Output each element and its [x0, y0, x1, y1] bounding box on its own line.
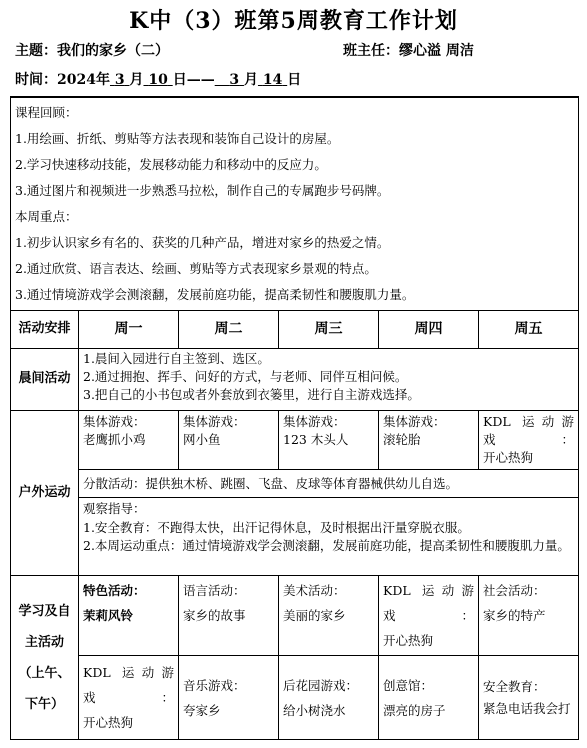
- study-type: 创意馆：: [383, 677, 434, 693]
- outdoor-game-name: 开心热狗: [483, 450, 534, 466]
- focus-item-3: 3.通过情境游戏学会测滚翻，发展前庭功能，提高柔韧性和腰腹肌力量。: [15, 287, 415, 302]
- day-wednesday: 周三: [279, 311, 379, 349]
- study-friday-2: [479, 656, 579, 740]
- study-type: 安全教育：: [483, 679, 546, 694]
- start-day: 10: [148, 72, 168, 88]
- review-section: [11, 97, 579, 311]
- study-type: 美术活动：: [283, 583, 346, 599]
- outdoor-split: 分散活动：提供独木桥、跳圈、飞盘、皮球等体育器械供幼儿自选。: [79, 470, 579, 498]
- morning-content: [79, 349, 579, 411]
- theme-value: 我们的家乡（二）: [57, 43, 169, 59]
- day-friday: 周五: [479, 311, 579, 349]
- study-friday-1: [479, 576, 579, 656]
- focus-item-1: 1.初步认识家乡有名的、获奖的几种产品，增进对家乡的热爱之情。: [15, 235, 390, 250]
- study-type: 音乐游戏：: [183, 677, 246, 693]
- teacher-value: 缪心溢 周洁: [399, 43, 474, 59]
- date-dash: ——: [186, 72, 215, 88]
- study-label-line: 主活动: [24, 634, 64, 650]
- day-thursday: 周四: [379, 311, 479, 349]
- study-thursday-2: [379, 656, 479, 740]
- theme-line: [15, 40, 169, 60]
- year-suffix: 年: [95, 72, 110, 88]
- month-char-2: 月: [243, 72, 258, 88]
- plan-table: [10, 96, 579, 740]
- morning-line-3: 3.把自己的小书包或者外套放到衣篓里，进行自主游戏选择。: [83, 387, 420, 403]
- outdoor-game-type: 集体游戏：: [283, 414, 346, 429]
- study-wednesday-1: [279, 576, 379, 656]
- guidance-item-1: 1.安全教育：不跑得太快，出汗记得休息，及时根据出汗量穿脱衣服。: [83, 519, 470, 535]
- review-title: 课程回顾：: [15, 105, 78, 120]
- teacher-line: [343, 40, 474, 60]
- study-type: 语言活动：: [183, 583, 246, 599]
- outdoor-label: 户外运动: [11, 411, 79, 576]
- morning-line-1: 1.晨间入园进行自主签到、选区。: [83, 351, 270, 366]
- study-monday-2: [79, 656, 179, 740]
- study-type: KDL 运动游戏：: [83, 665, 174, 706]
- teacher-label: 班主任：: [343, 43, 399, 59]
- end-month: 3: [229, 72, 240, 88]
- study-name: 家乡的特产: [483, 608, 546, 624]
- study-tuesday-1: [179, 576, 279, 656]
- outdoor-game-type: 集体游戏：: [183, 414, 246, 429]
- outdoor-game-name: 老鹰抓小鸡: [83, 432, 146, 448]
- year: 2024: [57, 72, 96, 88]
- review-item-3: 3.通过图片和视频进一步熟悉马拉松，制作自己的专属跑步号码牌。: [15, 183, 390, 198]
- study-label-line: 下午）: [24, 697, 64, 713]
- study-type: KDL 运动游戏：: [383, 583, 474, 624]
- day-tuesday: 周二: [179, 311, 279, 349]
- study-name: 开心热狗: [383, 633, 434, 649]
- morning-label: 晨间活动: [11, 349, 79, 411]
- study-monday-1: [79, 576, 179, 656]
- morning-line-2: 2.通过拥抱、挥手、问好的方式，与老师、同伴互相问候。: [83, 369, 408, 385]
- end-day: 14: [262, 72, 283, 88]
- day-char-2: 日: [287, 72, 302, 88]
- theme-label: 主题：: [15, 43, 57, 59]
- guidance-item-2: 2.本周运动重点：通过情境游戏学会测滚翻，发展前庭功能，提高柔韧性和腰腹肌力量。: [83, 537, 570, 553]
- page-title: K中（3）班第5周教育工作计划: [129, 8, 458, 34]
- study-name: 夸家乡: [183, 702, 221, 718]
- outdoor-game-type: KDL 运动游戏：: [483, 414, 575, 448]
- study-type: 特色活动：: [83, 583, 146, 599]
- study-type: 社会活动：: [483, 583, 546, 599]
- outdoor-game-wednesday: [279, 411, 379, 470]
- study-thursday-1: [379, 576, 479, 656]
- outdoor-game-tuesday: [179, 411, 279, 470]
- outdoor-guidance: [79, 498, 579, 576]
- schedule-header-label: 活动安排: [11, 311, 79, 349]
- review-item-2: 2.学习快速移动技能，发展移动能力和移动中的反应力。: [15, 157, 327, 172]
- study-name: 开心热狗: [83, 715, 134, 731]
- outdoor-game-monday: [79, 411, 179, 470]
- study-label-line: 学习及自: [18, 603, 71, 619]
- outdoor-game-type: 集体游戏：: [83, 414, 146, 429]
- focus-item-2: 2.通过欣赏、语言表达、绘画、剪贴等方式表现家乡景观的特点。: [15, 261, 377, 276]
- study-wednesday-2: [279, 656, 379, 740]
- outdoor-game-name: 网小鱼: [183, 432, 221, 448]
- month-char-1: 月: [129, 72, 144, 88]
- start-month: 3: [114, 72, 125, 88]
- study-name: 紧急电话我会打: [483, 700, 571, 716]
- outdoor-game-thursday: [379, 411, 479, 470]
- study-label-line: （上午、: [18, 665, 71, 681]
- outdoor-game-name: 123 木头人: [283, 432, 349, 448]
- study-tuesday-2: [179, 656, 279, 740]
- study-name: 家乡的故事: [183, 608, 246, 624]
- outdoor-game-type: 集体游戏：: [383, 414, 446, 429]
- outdoor-game-name: 滚轮胎: [383, 432, 421, 448]
- study-name: 给小树浇水: [283, 702, 346, 718]
- guidance-title: 观察指导：: [83, 501, 146, 517]
- study-name: 漂亮的房子: [383, 702, 446, 718]
- focus-title: 本周重点：: [15, 209, 78, 224]
- study-label: [11, 576, 79, 740]
- time-label: 时间：: [15, 72, 57, 88]
- review-item-1: 1.用绘画、折纸、剪贴等方法表现和装饰自己设计的房屋。: [15, 131, 340, 146]
- study-name: 茉莉风铃: [83, 608, 134, 624]
- study-type: 后花园游戏：: [283, 677, 359, 693]
- outdoor-game-friday: [479, 411, 579, 470]
- study-name: 美丽的家乡: [283, 608, 346, 624]
- day-char-1: 日: [172, 72, 187, 88]
- time-line: [15, 69, 301, 89]
- day-monday: 周一: [79, 311, 179, 349]
